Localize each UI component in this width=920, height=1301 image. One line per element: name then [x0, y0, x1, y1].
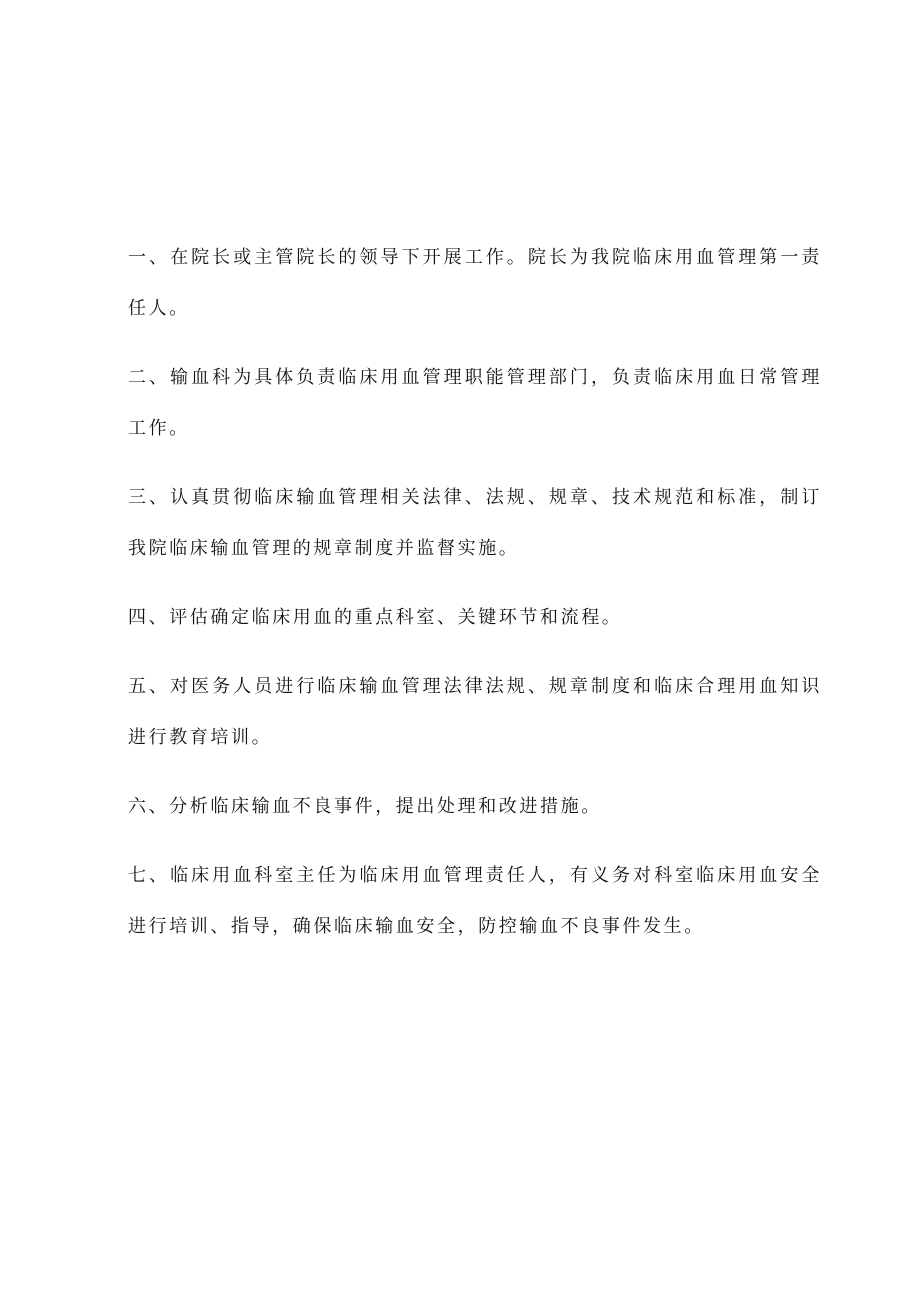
paragraph-3: 三、认真贯彻临床输血管理相关法律、法规、规章、技术规范和标准，制订我院临床输血管理的规章制度并监督实施。 — [128, 487, 822, 559]
paragraph-5: 五、对医务人员进行临床输血管理法律法规、规章制度和临床合理用血知识进行教育培训。 — [128, 676, 822, 748]
paragraph-2: 二、输血科为具体负责临床用血管理职能管理部门，负责临床用血日常管理工作。 — [128, 367, 822, 439]
paragraph-4: 四、评估确定临床用血的重点科室、关键环节和流程。 — [128, 607, 623, 628]
document-body — [128, 232, 822, 970]
paragraph-1: 一、在院长或主管院长的领导下开展工作。院长为我院临床用血管理第一责任人。 — [128, 247, 822, 319]
paragraph-6: 六、分析临床输血不良事件，提出处理和改进措施。 — [128, 796, 602, 817]
paragraph-7: 七、临床用血科室主任为临床用血管理责任人，有义务对科室临床用血安全进行培训、指导，确保临床输血安全，防控输血不良事件发生。 — [128, 865, 822, 937]
